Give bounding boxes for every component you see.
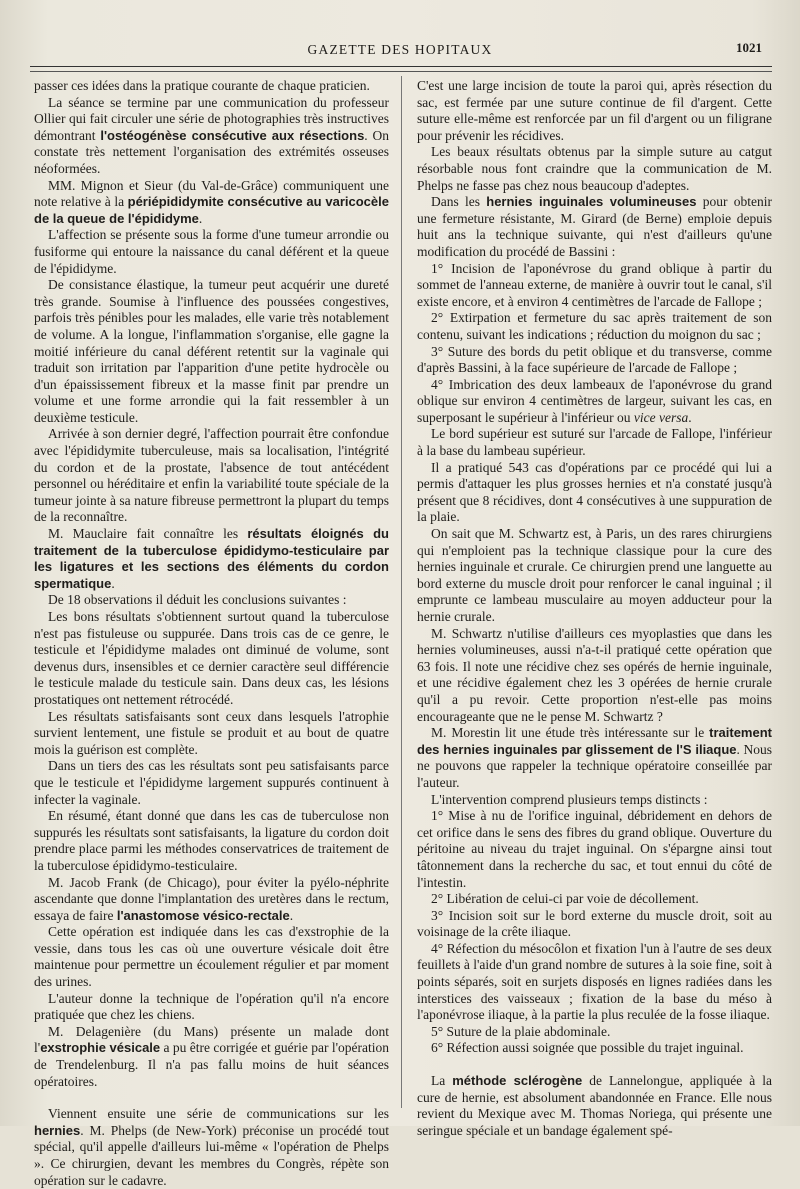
paragraph-text: M. Jacob Frank (de Chicago), pour éviter la pyélo-néphrite ascendante que donne l'implantation des uretères dans le rectum, essaya de faire — [34, 874, 389, 923]
paragraph — [417, 1073, 772, 1139]
paragraph-text: L'affection se présente sous la forme d'une tumeur arrondie ou fusiforme qui entoure la naissance du canal déférent et la queue de l'épididyme. — [34, 227, 389, 276]
paragraph — [417, 725, 772, 791]
paragraph-text-tail: . — [198, 210, 203, 226]
paragraph — [34, 808, 389, 874]
bold-heading: périépididymite consécutive au varicocèle de la queue de l'épididyme — [34, 194, 389, 226]
paragraph-text: On sait que M. Schwartz est, à Paris, un des rares chirurgiens qui n'emploient pas la technique classique pour la cure des hernies inguinale et crurale. Ce chirurgien prend une languette au bord externe du muscle droit pour renforcer le canal inguinal ; il emprunte ce lambeau musculaire au moyen adducteur pour la hernie crurale. — [417, 526, 772, 624]
column-divider — [401, 76, 402, 1108]
right-column — [417, 78, 773, 1138]
paragraph — [417, 792, 772, 809]
paragraph-text-tail: . On constate très nettement l'organisation des extrémités osseuses néoformées. — [34, 127, 390, 176]
journal-title: GAZETTE DES HOPITAUX — [307, 42, 493, 57]
paragraph — [417, 261, 772, 311]
paragraph-text-tail: pour obtenir une fermeture résistante, M. Girard (de Berne) emploie depuis huit ans la technique suivante, qui n'est d'ailleurs qu'une modification du procédé de Bassini : — [417, 194, 772, 259]
paragraph-text: M. Delagenière (du Mans) présente un malade dont l' — [34, 1023, 389, 1056]
paragraph-text: M. Schwartz n'utilise d'ailleurs ces myoplasties que dans les hernies volumineuses, aussi n'a-t-il pratiqué cette opération que 63 fois. Il note une récidive chez ses opérés de hernie inguinale, et une récidive également chez les 3 opérées de hernie crurale qu'il a pu revoir. Cette proportion n'est-elle pas moins encourageante que ne le pense M. Schwartz ? — [417, 625, 772, 724]
paragraph — [34, 758, 389, 808]
paragraph-text: 3° Suture des bords du petit oblique et du transverse, comme d'après Bassini, à la face supérieure de l'arcade de Fallope ; — [417, 343, 772, 376]
paragraph-text: 1° Incision de l'aponévrose du grand oblique à partir du sommet de l'anneau externe, de manière à ouvrir tout le canal, s'il existe encore, et à environ 4 centimètres de l'arcade de Fallope ; — [417, 260, 772, 309]
paragraph-text: Dans les — [431, 194, 487, 210]
paragraph-text: 3° Incision soit sur le bord externe du muscle droit, soit au voisinage de la crête iliaque. — [417, 907, 772, 940]
paragraph — [34, 526, 389, 592]
paragraph-text-tail: . — [688, 409, 692, 425]
paragraph — [34, 227, 389, 277]
bold-heading: hernies inguinales volumineuses — [486, 194, 697, 210]
paragraph — [34, 426, 389, 526]
paragraph-text: Les bons résultats s'obtiennent surtout quand la tuberculose n'est pas fistuleuse ou suppurée. Dans trois cas de ce genre, le testicule et l'épididyme malades ont diminué de volume, sont devenus durs, insensibles et ce dernier caractère seul différencie le testicule malade du testicule sain. Dans deux cas, les lésions prostatiques ont nettement rétrocédé. — [34, 609, 389, 707]
paragraph-text: Les résultats satisfaisants sont ceux dans lesquels l'atrophie survient lentement, une fistule se produit et au bout de quatre mois la guérison est complète. — [34, 708, 389, 757]
paragraph-text-tail: . — [289, 907, 294, 923]
paragraph — [417, 310, 772, 343]
paragraph — [417, 626, 772, 726]
paragraph-text: MM. Mignon et Sieur (du Val-de-Grâce) communiquent une note relative à la — [34, 177, 389, 210]
paragraph — [34, 1106, 389, 1189]
paragraph-text: Les beaux résultats obtenus par la simple suture au catgut résorbable nous font craindre que la communication de M. Phelps ne fasse pas chez nous beaucoup d'adeptes. — [417, 144, 772, 193]
paragraph-text: L'auteur donne la technique de l'opération qu'il n'a encore pratiquée que chez les chiens. — [34, 990, 389, 1023]
paragraph — [34, 609, 389, 709]
paragraph — [34, 991, 389, 1024]
paragraph-text: Le bord supérieur est suturé sur l'arcade de Fallope, l'inférieur à la base du lambeau supérieur. — [417, 426, 772, 459]
paragraph — [417, 526, 772, 626]
paragraph-text: passer ces idées dans la pratique courante de chaque praticien. — [34, 78, 370, 93]
paragraph — [417, 908, 772, 941]
paragraph-text: La — [431, 1073, 453, 1089]
paragraph-text: M. Morestin lit une étude très intéressante sur le — [431, 725, 710, 741]
paragraph-text: 6° Réfection aussi soignée que possible du trajet inguinal. — [431, 1040, 744, 1056]
paragraph-text-tail: . M. Phelps (de New-York) préconise un procédé tout spécial, qu'il appelle d'ailleurs lui-même « l'opération de Phelps ». Ce chirurgien, devant les membres du Congrès, répète son opération sur le cadavre. — [34, 1122, 389, 1188]
paragraph-text-tail: . Nous ne pouvons que rappeler la technique opératoire conseillée par l'auteur. — [417, 741, 772, 790]
paragraph — [417, 941, 772, 1024]
paragraph — [34, 1024, 389, 1090]
paragraph-text: 1° Mise à nu de l'orifice inguinal, débridement en dehors de cet orifice dans le sens des fibres du grand oblique. Ouverture du péritoine au niveau du trajet inguinal. On s'épargne ainsi tout tâtonnement dans la recherche du sac, et tout ennui du côté de l'intestin. — [417, 808, 772, 890]
paragraph-text-tail: a pu être corrigée et guérie par l'opération de Trendelenburg. Il n'a pas fallu moins de huit séances opératoires. — [34, 1040, 389, 1089]
paragraph-text: Arrivée à son dernier degré, l'affection pourrait être confondue avec l'épididymite tuberculeuse, mais sa localisation, l'intégrité du cordon et de la prostate, l'absence de tout antécédent personnel ou héréditaire et enfin la variabilité toute spéciale de la tumeur jointe à sa nature fibreuse permettront la plupart du temps de la reconnaître. — [34, 426, 389, 525]
paragraph-text: 2° Libération de celui-ci par voie de décollement. — [431, 891, 699, 907]
paragraph-text: De consistance élastique, la tumeur peut acquérir une dureté très grande. Soumise à l'influence des poussées congestives, parfois très pénibles pour les malades, elle varie très notablement de volume. A la longue, l'inflammation s'organise, elle gagne la moitié inférieure du canal déférent retentit sur la vaginale qui traduit son irritation par l'apparition d'une petite hydrocèle ou d'un épaississement fibreux et la masse finit par prendre un volume et une forme arrondie qui la fait ressembler à un deuxième testicule. — [34, 277, 389, 425]
paragraph — [417, 891, 772, 908]
bold-heading: résultats éloignés du traitement de la tuberculose épididymo-testiculaire par les ligatures et les sections des éléments du cordon spermatique — [34, 526, 389, 591]
paragraph-text: 2° Extirpation et fermeture du sac après traitement de son contenu, suivant les indications ; réduction du moignon du sac ; — [417, 310, 772, 342]
paragraph — [34, 592, 389, 609]
paragraph-text: La séance se termine par une communication du professeur Ollier qui fait circuler une série de photographies très instructives démontrant — [34, 94, 389, 143]
paragraph — [34, 709, 389, 759]
paragraph-text: M. Mauclaire fait connaître les — [48, 526, 248, 542]
bold-heading: traitement des hernies inguinales par glissement de l'S iliaque — [417, 725, 772, 757]
paragraph-text-tail: . — [111, 575, 115, 591]
header-rule-thick — [30, 66, 772, 67]
paragraph — [34, 924, 389, 990]
paragraph-text: En résumé, étant donné que dans les cas de tuberculose non suppurés les résultats sont satisfaisants, la ligature du cordon doit prendre place parmi les méthodes conservatrices de traitement de la tuberculose épididymo-testiculaire. — [34, 808, 389, 873]
paragraph-text: L'intervention comprend plusieurs temps distincts : — [431, 791, 708, 807]
bold-heading: l'ostéogénèse consécutive aux résections — [100, 127, 365, 143]
paragraph — [417, 808, 772, 891]
paragraph — [34, 78, 389, 95]
bold-heading: hernies — [34, 1122, 81, 1138]
paragraph — [417, 344, 772, 377]
page-header — [30, 40, 770, 62]
bold-heading: l'anastomose vésico-rectale — [116, 907, 290, 923]
header-rule-thin — [30, 71, 772, 72]
paragraph-text: 4° Réfection du mésocôlon et fixation l'un à l'autre de ses deux feuillets à l'aide d'un grand nombre de sutures à la soie fine, soit à points séparés, soit en surjets disposés en lignes radiées dans les interstices des vaisseaux ; fixation de la base du méso à l'aponévrose iliaque, à la partie la plus reculée de la fosse iliaque. — [417, 940, 773, 1023]
paragraph-text: Dans un tiers des cas les résultats sont peu satisfaisants parce que le testicule et l'épididyme largement suppurés continuent à infecter la vaginale. — [34, 758, 389, 807]
paragraph-text: Il a pratiqué 543 cas d'opérations par ce procédé qui lui a permis d'attaquer les plus grosses hernies et n'a constaté jusqu'à présent que 8 récidives, dont 4 consécutives à une suppuration de la plaie. — [417, 459, 772, 525]
paragraph-text: Viennent ensuite une série de communications sur les — [48, 1106, 389, 1122]
left-column — [34, 78, 390, 1188]
paragraph — [417, 144, 772, 194]
paragraph-text: Cette opération est indiquée dans les cas d'exstrophie de la vessie, dans tous les cas où une ouverture vésicale doit être maintenue pour permettre un écoulement régulier et par moment des urines. — [34, 924, 389, 990]
paragraph — [34, 95, 389, 178]
paragraph-text: De 18 observations il déduit les conclusions suivantes : — [48, 592, 347, 608]
paragraph — [34, 178, 389, 228]
paragraph-text-tail: de Lannelongue, appliquée à la cure de hernie, est absolument abandonnée en France. Elle nous revient du Mexique avec M. Thomas Noriega, qui présente une seringue spéciale et un bandage également spé- — [417, 1073, 772, 1138]
paragraph — [34, 875, 389, 925]
page-number: 1021 — [736, 40, 762, 55]
paragraph — [34, 277, 389, 426]
paragraph — [417, 460, 772, 526]
paragraph — [417, 426, 772, 459]
bold-heading: exstrophie vésicale — [40, 1040, 161, 1056]
paragraph-text: 5° Suture de la plaie abdominale. — [431, 1023, 611, 1039]
italic-phrase: vice versa — [633, 409, 689, 425]
paragraph — [417, 1024, 772, 1041]
paragraph — [417, 377, 772, 427]
paragraph — [417, 78, 772, 144]
paragraph — [417, 1040, 772, 1057]
paragraph-text: C'est une large incision de toute la paroi qui, après résection du sac, est fermée par une suture continue de fil d'argent. Cette suture elle-même est renforcée par un fil d'argent ou un filigrane pour prévenir les récidives. — [417, 78, 772, 143]
paragraph-text: 4° Imbrication des deux lambeaux de l'aponévrose du grand oblique sur environ 4 centimètres de largeur, suivant les cas, en superposant le supérieur à l'inférieur ou — [417, 376, 772, 425]
paragraph — [417, 194, 772, 260]
bold-heading: méthode sclérogène — [452, 1073, 583, 1089]
